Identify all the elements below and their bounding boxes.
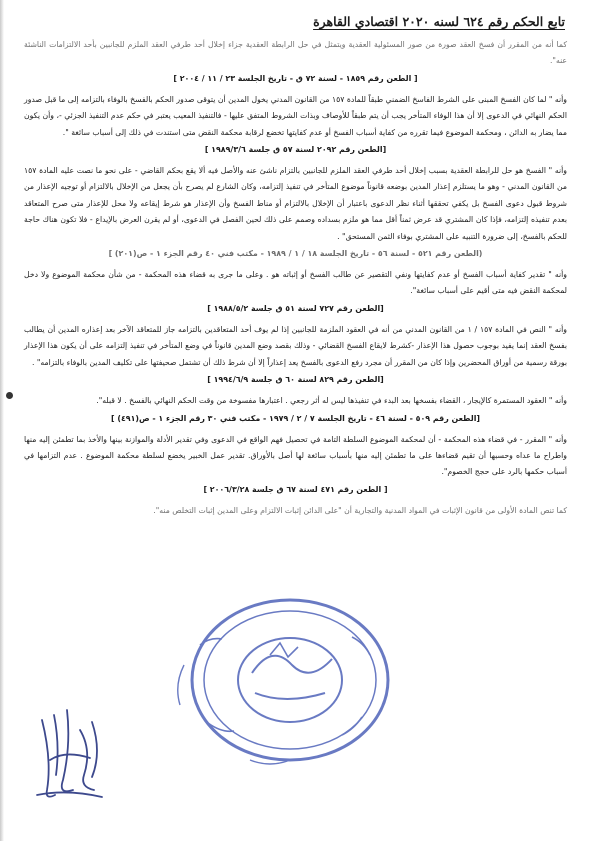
legal-paragraph: وأنه " النص في المادة ١٥٧ / ١ من القانون المدني من أنه في العقود الملزمة للجانبين إذا لم يوف أحد المتعاقدين بالتزامه جاز للمتعاقد الآخر بعد إعذاره المدين أن يطالب بفسخ العقد إنما يفيد بوجوب حصول هذا الإعذار -كشرط لايقاع الفسخ القضائي - وذلك بقصد وضع المدين قانوناً في وضع المتأخر في تنفيذ إلتزامه على أن يكون هذا الإعذار بورقة رسمية من أوراق المحضرين وإذا كان من المقرر أن مجرد رفع الدعوى بالفسخ يعد إعذاراً إلا أن شرط ذلك أن تشتمل صحيفتها على تكليف المدين بالوفاء بالتزامه" .	[24, 324, 568, 367]
legal-paragraph: وأنه " الفسخ هو حل للرابطة العقدية بسبب إخلال أحد طرفي العقد الملزم للجانبين بالتزام ناشئ عنه والأصل فيه ألا يقع بحكم القاضي - على نحو ما نصت عليه المادة ١٥٧ من القانون المدني - وهو ما يستلزم إعذار المدين بوضعه قانوناً موضوع المتأخر في تنفيذ إلتزامه، وكان الشارع لم يصرح بأن يجعل من الإخلال بالالتزام أو توجيه الإعذار من شروط قبول دعوى الفسخ بل يكفي تحققها أثناء نظر الدعوى باعتبار أن الإخلال بالالتزام أو مناط الفسخ وأن الإعذار هو شرط إيقاعه ولا محل للإعذار متى صرح المتعاقد بعدم تنفيذه إلتزامه، فإذا كان المشتري قد عرض ثمناً أقل مما هو ملزم بسداده وصمم على ذلك لحين الفصل في الدعوى، أو لم يقرن العرض بالإيداع - فلا تكون هناك حاجة للحكم بالفسخ، إلى ضرورة التنبيه على المشتري بوفاء الثمن المستحق" .	[24, 166, 567, 241]
legal-paragraph: وأنه " العقود المستمرة كالإيجار ، القضاء بفسخها بعد البدء في تنفيذها ليس له أثر رجعي . اعتبارها مفسوخة من وقت الحكم النهائي بالفسخ . لا قبله".	[96, 396, 567, 406]
case-citation: [الطعن رقم ٨٢٩ لسنة ٦٠ ق جلسة ١٩٩٤/٦/٩ ]	[207, 375, 384, 385]
case-citation: [الطعن رقم ٢٠٩٢ لسنة ٥٧ ق جلسة ١٩٨٩/٣/٦ ]	[204, 145, 387, 155]
case-citation: (الطعن رقم ٥٢١ - لسنة ٥٦ - تاريخ الجلسة ١٨ / ١ / ١٩٨٩ - مكتب فني ٤٠ رقم الجزء ١ - ص(٢٠١) ]	[108, 249, 483, 259]
handwritten-signature	[22, 700, 122, 810]
legal-paragraph: وأنه " لما كان الفسخ المبنى على الشرط الفاسخ الضمني طبقاً للمادة ١٥٧ من القانون المدني يخول المدين أن يتوقى صدور الحكم بالفسخ بالوفاء بالتزامه إلى ما قبل صدور الحكم النهائي في الدعوى إلا أن هذا الوفاء المتأخر يجب أن يتم طبقاً للأوصاف وبذات الشروط المتفق عليها - فالتنفيذ المعيب يعتبر في حكم عدم التنفيذ الجزئي -، وأن يكون مما يضار به الدائن ، ومحكمة الموضوع فيما تقرره من كفاية أسباب الفسخ أو عدم كفايتها تخضع لرقابة محكمة النقض متى استندت في ذلك إلى أسباب سائغة ".	[24, 94, 567, 137]
document-body	[18, 37, 573, 519]
official-stamp-seal	[140, 585, 410, 775]
legal-paragraph: كما تنص المادة الأولى من قانون الإثبات في المواد المدنية والتجارية أن "على الدائن إثبات الالتزام وعلى المدين إثبات التخلص منه".	[153, 505, 567, 515]
case-citation: [الطعن رقم ٥٠٩ - لسنة ٤٦ - تاريخ الجلسة ٧ / ٢ / ١٩٧٩ - مكتب فني ٣٠ رقم الجزء ١ - ص(٤٩١) ]	[110, 413, 480, 423]
case-citation: [الطعن رقم ٧٢٧ لسنة ٥١ ق جلسة ١٩٨٨/٥/٢ ]	[207, 303, 384, 313]
legal-paragraph: وأنه " المقرر - في قضاء هذه المحكمة - أن لمحكمة الموضوع السلطة التامة في تحصيل فهم الواقع في الدعوى وفي تقدير الأدلة والموازنة بينها والأخذ بما تطمئن إليه منها واطراح ما عداه وحسبها أن تقيم قضاءها على ما تطمئن إليه منها بأسباب سائغة لها أصل بالأوراق. تقدير عمل الخبير يخضع لسلطة محكمة الموضوع . عدم التزامها في أسباب حكمها بالرد على حجج الخصوم".	[24, 434, 567, 477]
legal-paragraph: وأنه " تقدير كفاية أسباب الفسخ أو عدم كفايتها ونفي التقصير عن طالب الفسخ أو إثباته هو . وعلى ما جرى به قضاء هذه المحكمة - من شأن محكمة الموضوع ولا دخل لمحكمة النقض فيه متى أقيم على أسباب سائغة".	[24, 270, 567, 296]
scan-hole-mark	[6, 392, 13, 399]
page-header: تابع الحكم رقم ٦٢٤ لسنه ٢٠٢٠ اقتصادي القاهرة	[313, 14, 565, 29]
case-citation: [ الطعن رقم ١٨٥٩ - لسنة ٧٢ ق - تاريخ الجلسة ٢٣ / ١١ / ٢٠٠٤ ]	[173, 73, 418, 83]
scan-edge-shadow	[0, 0, 4, 841]
legal-paragraph: كما أنه من المقرر أن فسخ العقد صورة من صور المسئولية العقدية ويتمثل في حل الرابطة العقدية جزاء إخلال أحد طرفي العقد الملزم للجانبين بأحد الالتزامات الناشئة عنه".	[24, 40, 567, 66]
case-citation: [ الطعن رقم ٤٧١ لسنة ٦٧ ق جلسة ٢٠٠٦/٣/٢٨ ]	[203, 484, 388, 494]
